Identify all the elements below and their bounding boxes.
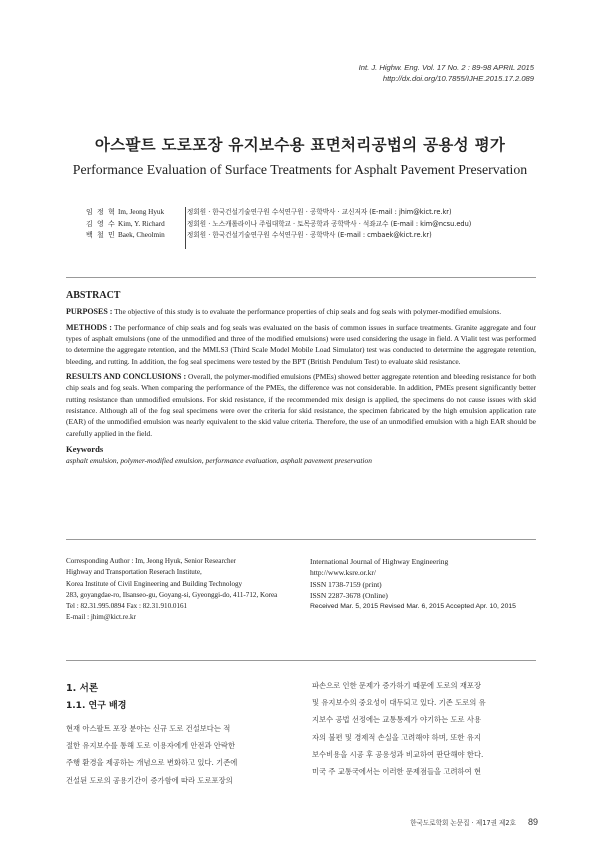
author-name-en: Kim, Y. Richard bbox=[118, 219, 165, 228]
journal-name: International Journal of Highway Engineering bbox=[310, 557, 449, 566]
title-korean: 아스팔트 도로포장 유지보수용 표면처리공법의 공용성 평가 bbox=[94, 136, 506, 154]
keywords-heading: Keywords bbox=[66, 444, 104, 455]
body-line: 지보수 공법 선정에는 교통통제가 야기하는 도로 사용 bbox=[312, 715, 481, 725]
body-line: 보수비용을 시공 후 공용성과 비교하여 판단해야 한다. bbox=[312, 749, 484, 759]
body-line: 현재 아스팔트 포장 분야는 신규 도로 건설보다는 적 bbox=[66, 724, 231, 733]
abstract-bottom-rule bbox=[66, 539, 536, 540]
received-dates: Received Mar. 5, 2015 Revised Mar. 6, 2015 Accepted Apr. 10, 2015 bbox=[310, 603, 516, 611]
body-line: 자의 불편 및 경제적 손실을 고려해야 하며, 또한 유지 bbox=[312, 732, 481, 742]
journal-info-block bbox=[310, 556, 550, 612]
corresponding-email[interactable]: E-mail : jhim@kict.re.kr bbox=[66, 613, 136, 622]
purposes-text: The objective of this study is to evaluate the performance properties of chip seals and fog seals with polymer-modified emulsions. bbox=[114, 307, 502, 317]
page-footer bbox=[410, 817, 538, 827]
body-line: 주행 환경을 제공하는 개념으로 변화하고 있다. 기존에 bbox=[66, 758, 238, 768]
purposes-label: PURPOSES : bbox=[66, 307, 113, 317]
issn-print: ISSN 1738-7159 (print) bbox=[310, 579, 382, 589]
body-line: 절한 유지보수를 통해 도로 이용자에게 안전과 안락한 bbox=[66, 741, 235, 751]
body-line: 및 유지보수의 중요성이 대두되고 있다. 기존 도로의 유 bbox=[312, 698, 486, 708]
corresponding-line: Highway and Transportation Reserach Institute, bbox=[66, 568, 202, 577]
corresponding-line: Corresponding Author : Im, Jeong Hyuk, Senior Researcher bbox=[66, 557, 237, 565]
abstract-methods bbox=[66, 322, 536, 367]
author-list bbox=[86, 207, 526, 242]
body-line: 미국 주 교통국에서는 이러한 문제점들을 고려하여 현 bbox=[312, 767, 481, 777]
author-name-ko: 백 철 민 bbox=[86, 231, 116, 240]
abstract-results bbox=[66, 371, 536, 439]
journal-header bbox=[359, 62, 534, 84]
journal-url[interactable]: http://www.ksre.or.kr/ bbox=[310, 568, 376, 578]
footer-journal: 한국도로학회 논문집 · 제17권 제2호 bbox=[410, 819, 516, 827]
author-name-en: Baek, Cheolmin bbox=[118, 231, 165, 240]
issn-online: ISSN 2287-3678 (Online) bbox=[310, 590, 388, 600]
corresponding-line: 283, goyangdae-ro, Ilsanseo-gu, Goyang-si, Gyeonggi-do, 411-712, Korea bbox=[66, 590, 278, 599]
title-english: Performance Evaluation of Surface Treatments for Asphalt Pavement Preservation bbox=[72, 162, 528, 177]
author-name-ko: 김 영 수 bbox=[86, 219, 116, 228]
abstract-heading: ABSTRACT bbox=[66, 290, 121, 301]
body-column-right bbox=[312, 677, 536, 780]
doi-link[interactable]: http://dx.doi.org/10.7855/IJHE.2015.17.2.089 bbox=[382, 74, 534, 83]
body-line: 건설된 도로의 공용기간이 증가함에 따라 도로포장의 bbox=[66, 775, 233, 785]
author-affiliation: 정회원 · 한국건설기술연구원 수석연구원 · 공학박사 · 교신저자 (E-mail : jhim@kict.re.kr) bbox=[187, 208, 452, 216]
author-row bbox=[86, 219, 526, 231]
methods-label: METHODS : bbox=[66, 322, 112, 332]
methods-text: The performance of chip seals and fog seals was evaluated on the basis of common issues in surface treatments. Granite aggregate and four types of asphalt emulsions (one of the unmodified and three of the modified emulsions) were used considering the usage in field. A Vialit test was performed to determine the aggregate retention, and the MMLS3 (Third Scale Model Mobile Load Simulator) test was conducted to determine the aggregate retention, bleeding, and rutting. In addition, the fog seal specimens were tested by the BPT (British Pendulum Test) to evaluate skid resistance. bbox=[66, 322, 536, 366]
abstract-top-rule bbox=[66, 277, 536, 278]
corresponding-line: Korea Institute of Civil Engineering and Building Technology bbox=[66, 579, 243, 588]
body-top-rule bbox=[66, 660, 536, 661]
corresponding-author-block bbox=[66, 556, 336, 624]
body-line: 파손으로 인한 문제가 증가하기 때문에 도로의 재포장 bbox=[312, 681, 481, 690]
author-row bbox=[86, 230, 526, 242]
body-column-left bbox=[66, 720, 290, 789]
author-affiliation: 정회원 · 한국건설기술연구원 수석연구원 · 공학박사 (E-mail : cmbaek@kict.re.kr) bbox=[187, 231, 432, 240]
corresponding-line: Tel : 82.31.995.0894 Fax : 82.31.910.0161 bbox=[66, 602, 188, 611]
results-label: RESULTS AND CONCLUSIONS : bbox=[66, 372, 187, 382]
author-name-ko: 임 정 혁 bbox=[86, 208, 116, 216]
subsection-heading: 1.1. 연구 배경 bbox=[66, 701, 127, 711]
author-row bbox=[86, 207, 526, 219]
abstract-block bbox=[66, 290, 536, 467]
author-name-en: Im, Jeong Hyuk bbox=[118, 208, 165, 216]
page-number: 89 bbox=[527, 817, 538, 827]
author-affiliation: 정회원 · 노스캐롤라이나 주립대학교 · 토목공학과 공학박사 · 석좌교수 (E-mail : kim@ncsu.edu) bbox=[187, 219, 472, 228]
journal-citation: Int. J. Highw. Eng. Vol. 17 No. 2 : 89-98 APRIL 2015 bbox=[358, 63, 534, 72]
results-text: Overall, the polymer-modified emulsions (PMEs) showed better aggregate retention and bleeding resistance for both chip seals and fog seals. When comparing the performance of the PMEs, the difference was not considerable. In addition, PMEs present significantly better rutting resistance than unmodified emulsions. For skid resistance, if the recommended mix design is applied, the specimens do not cause issues with skid resistance. Although all of the fog seal specimens were over the criteria for skid resistance, the specimen fabricated by the high emulsion application rate (EAR) of the unmodified emulsion was nearly equivalent to the skid value criteria. Therefore, the use of an unmodified emulsion with a high EAR should be carefully applied in the field. bbox=[66, 372, 536, 438]
author-divider bbox=[185, 207, 186, 249]
section-heading: 1. 서론 bbox=[66, 683, 99, 694]
keywords-text: asphalt emulsion, polymer-modified emulsion, performance evaluation, asphalt pavement preservation bbox=[66, 456, 372, 466]
abstract-purposes bbox=[66, 306, 536, 317]
